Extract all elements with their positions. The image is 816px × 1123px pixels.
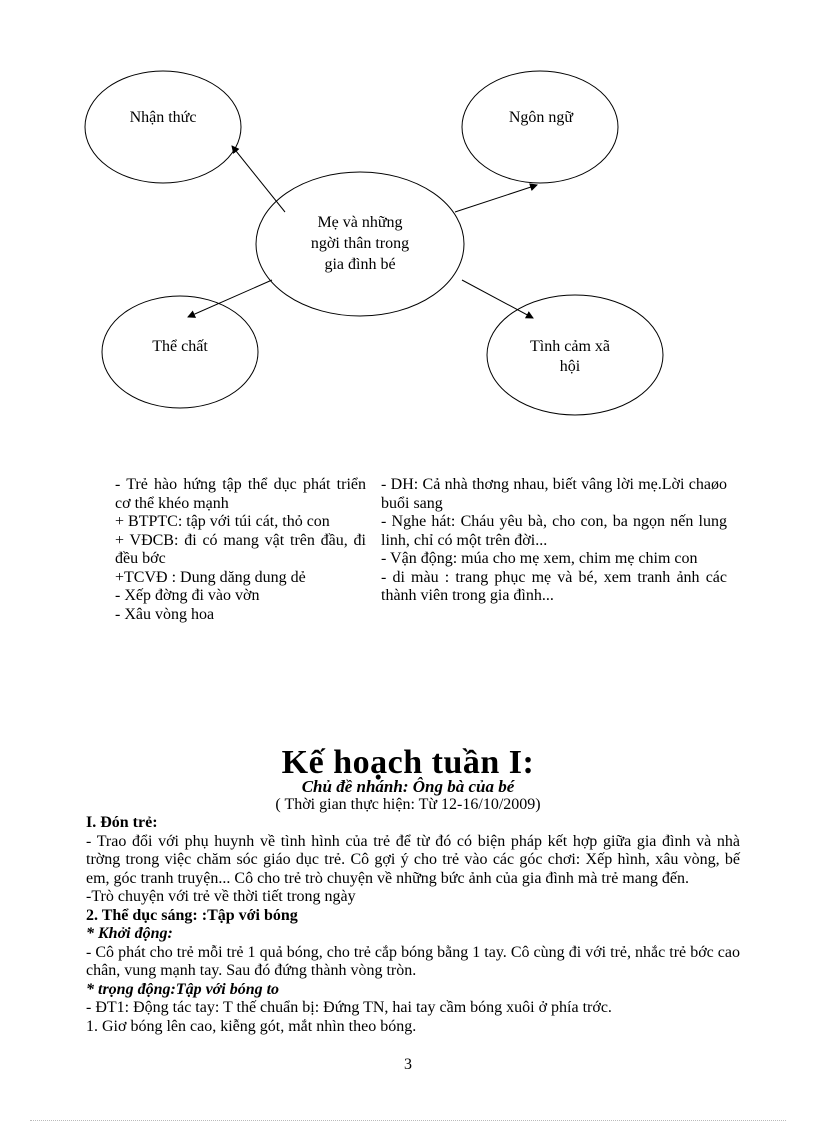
mindmap-diagram: [0, 0, 816, 420]
node-label-top-right: [493, 108, 589, 128]
plan-body: [86, 814, 740, 1036]
node-top-right-text: Ngôn ngữ: [508, 109, 574, 126]
arrow-to-top-right: [455, 185, 537, 212]
section1-title: I. Đón trẻ:: [86, 814, 158, 831]
right-item-3: - Vận động: múa cho mẹ xem, chim mẹ chim con: [381, 550, 698, 567]
warmup-title: * Khởi động:: [86, 925, 173, 942]
left-item-1: - Trẻ hào hứng tập thể dục phát triển cơ thể khéo mạnh: [115, 476, 366, 512]
left-item-4: +TCVĐ : Dung dăng dung dẻ: [115, 568, 306, 586]
main-exercise-p2: 1. Giơ bóng lên cao, kiễng gót, mắt nhìn theo bóng.: [86, 1017, 417, 1035]
center-line-2: ngời thân trong: [310, 235, 410, 252]
right-column: [381, 476, 727, 606]
arrow-to-top-left: [232, 146, 285, 212]
section1-paragraph: - Trao đổi với phụ huynh về tình hình của trẻ để từ đó có biện pháp kết hợp giữa gia đình và nhà trờng trong việc chăm sóc giáo dục trẻ. Cô gợi ý cho trẻ vào các góc chơi: Xếp hình, xâu vòng, bế em, góc tranh truyện... Cô cho trẻ trò chuyện về những bức ảnh của gia đình mà trẻ mang đến.: [86, 832, 740, 887]
node-label-top-left: [103, 108, 223, 128]
node-label-bottom-right: [510, 337, 630, 377]
node-label-bottom-left: [120, 337, 240, 357]
right-item-1: - DH: Cả nhà thơng nhau, biết vâng lời mẹ.Lời chaøo buổi sang: [381, 476, 727, 512]
section2-title: 2. Thể dục sáng: :Tập với bóng: [86, 906, 298, 924]
arrow-to-bottom-left: [188, 280, 272, 317]
left-item-2: + BTPTC: tập với túi cát, thỏ con: [115, 513, 330, 530]
right-item-2: - Nghe hát: Cháu yêu bà, cho con, ba ngọn nến lung linh, chỉ có một trên đời...: [381, 513, 727, 549]
node-bottom-right-line-2: hội: [559, 358, 581, 375]
left-item-5: - Xếp đờng đi vào vờn: [115, 587, 260, 604]
main-exercise-p1: - ĐT1: Động tác tay: T thế chuẩn bị: Đứng TN, hai tay cầm bóng xuôi ở phía trớc.: [86, 999, 612, 1016]
arrow-to-bottom-right: [462, 280, 533, 318]
node-bottom-left-text: Thể chất: [152, 338, 208, 355]
page-title: Kế hoạch tuần I:: [281, 744, 535, 781]
node-label-center: [285, 212, 435, 275]
warmup-text: - Cô phát cho trẻ mỗi trẻ 1 quả bóng, cho trẻ cắp bóng bằng 1 tay. Cô cùng đi với trẻ, nhắc trẻ bớc cao chân, vung mạnh tay. Sau đó đứng thành vòng tròn.: [86, 943, 740, 979]
section1-note: -Trò chuyện với trẻ về thời tiết trong ngày: [86, 888, 356, 905]
left-item-6: - Xâu vòng hoa: [115, 605, 215, 623]
footer-divider: [30, 1120, 786, 1121]
timeline-text: ( Thời gian thực hiện: Từ 12-16/10/2009): [275, 796, 541, 813]
node-top-left-text: Nhận thức: [129, 109, 197, 126]
left-column: [115, 476, 366, 624]
right-item-4: - di màu : trang phục mẹ và bé, xem tranh ảnh các thành viên trong gia đình...: [381, 568, 727, 604]
page-subtitle: Chủ đề nhánh: Ông bà của bé: [301, 777, 515, 796]
page-number: 3: [404, 1056, 412, 1073]
left-item-3: + VĐCB: đi có mang vật trên đầu, đi đều bớc: [115, 531, 366, 567]
center-line-1: Mẹ và những: [317, 214, 403, 231]
main-exercise-title: * trọng động:Tập với bóng to: [86, 980, 280, 998]
node-bottom-right-line-1: Tình cảm xã: [530, 338, 610, 355]
center-line-3: gia đình bé: [324, 256, 396, 273]
